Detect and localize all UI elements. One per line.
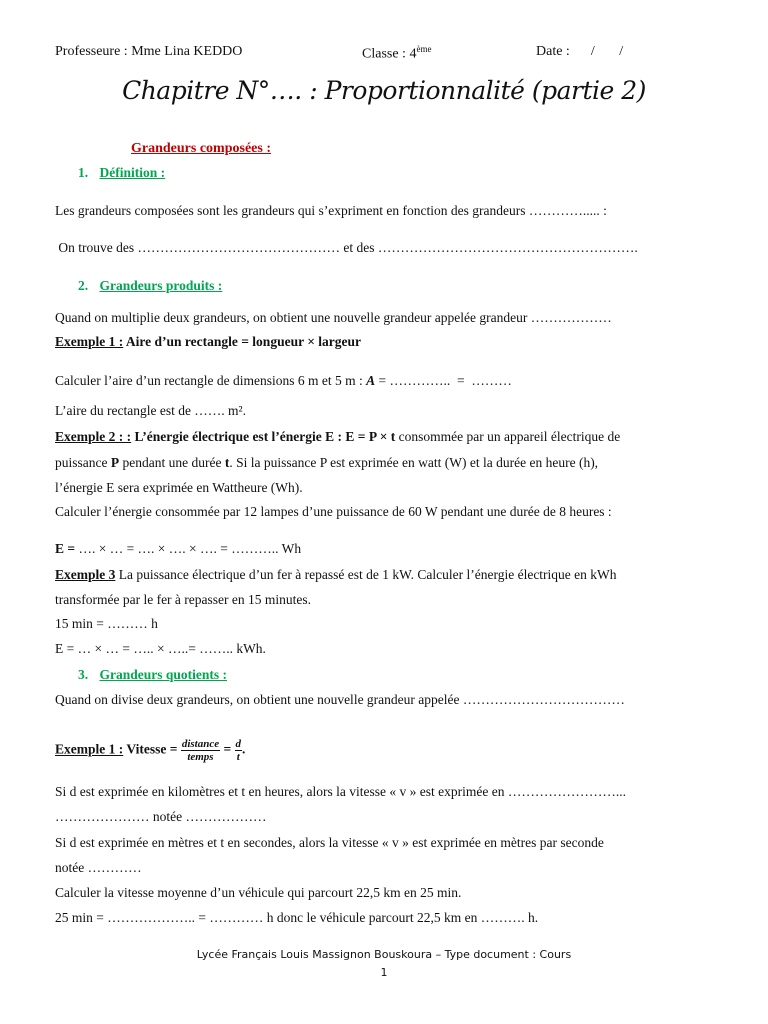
teacher-name: Professeure : Mme Lina KEDDO [55,44,243,59]
example-2-line-4: Calculer l’énergie consommée par 12 lampes d’une puissance de 60 W pendant une durée de 8 heures : [55,504,612,519]
example-label: Exemple 2 : : [55,429,132,444]
example-text: Vitesse = [123,741,181,757]
heading-text: Définition : [99,165,166,180]
example-text: La puissance électrique d’un fer à repassé est de 1 kW. Calculer l’énergie électrique en kWh [115,567,617,582]
heading-quotients [78,667,227,683]
line-part: puissance [55,455,111,470]
example-label: Exemple 1 : [55,741,124,757]
heading-definition [78,165,165,181]
example-3-line-3: 15 min = ……… h [55,616,158,631]
quotients-intro: Quand on divise deux grandeurs, on obtient une nouvelle grandeur appelée ……………………………… [55,692,625,707]
fraction-denominator: t [236,751,240,763]
quotients-line-7: 25 min = ……………….. = ………… h donc le véhicule parcourt 22,5 km en ………. h. [55,910,539,925]
example-label: Exemple 3 [55,567,116,582]
heading-number: 3. [78,667,89,682]
fraction-denominator: temps [187,751,214,763]
fraction-numerator: d [235,738,242,750]
products-intro: Quand on multiplie deux grandeurs, on obtient une nouvelle grandeur appelée grandeur ……………… [55,310,612,325]
page-number: 1 [380,966,388,979]
example-1-calc [55,373,512,389]
calc-text: Calculer l’aire d’un rectangle de dimensions 6 m et 5 m : [55,373,367,388]
fraction-distance-temps [181,738,220,763]
line-part: . Si la puissance P est exprimée en watt (W) et la durée en heure (h), [229,455,599,470]
example-text: Aire d’un rectangle = longueur × largeur [123,334,362,349]
example-1-products [55,334,361,350]
heading-text: Grandeurs quotients : [99,667,228,682]
example-1-quotients [55,738,245,763]
class-text: Classe : 4 [362,46,417,62]
example-3-line-4: E = … × … = ….. × …..= …….. kWh. [55,641,266,656]
quotients-line-4: Si d est exprimée en mètres et t en secondes, alors la vitesse « v » est exprimée en mètres par seconde [55,835,604,850]
calc-variable: A [366,373,376,388]
symbol-t: t [224,455,230,470]
example-3-line-2: transformée par le fer à repasser en 15 minutes. [55,592,312,607]
heading-number: 2. [78,278,89,293]
page-title: Chapitre N°…. : Proportionnalité (partie 2) [122,76,646,105]
heading-products [78,278,222,294]
equation-rest: …. × … = …. × …. × …. = ……….. Wh [75,541,302,556]
symbol-P: P [110,455,120,470]
date-field: Date : / / [536,44,624,59]
example-1-result: L’aire du rectangle est de ……. m². [55,403,246,418]
example-2-equation [55,541,301,557]
fraction-numerator: distance [181,738,220,750]
example-3-line-1 [55,567,617,583]
heading-number: 1. [78,165,89,180]
quotients-line-2: Si d est exprimée en kilomètres et t en heures, alors la vitesse « v » est exprimée en ……………………... [55,784,626,799]
equation-E: E = [55,541,76,556]
class-label [362,44,431,63]
equals: = [220,741,235,757]
example-bold: L’énergie électrique est l’énergie E : E = P × t [131,429,396,444]
calc-blanks: = ………….. = ……… [375,373,512,388]
period: . [242,741,246,757]
definition-line-2: On trouve des ……………………………………… et des …………………………………………………. [55,240,638,255]
definition-line-1: Les grandeurs composées sont les grandeurs qui s’expriment en fonction des grandeurs …………..... : [55,203,607,218]
example-2-line-2 [55,455,598,471]
section-title: Grandeurs composées : [131,141,271,156]
quotients-line-3: ………………… notée ……………… [55,809,267,824]
example-2-line-3: l’énergie E sera exprimée en Wattheure (Wh). [55,480,303,495]
footer-text: Lycée Français Louis Massignon Bouskoura – Type document : Cours [196,948,572,961]
example-rest: consommée par un appareil électrique de [395,429,621,444]
fraction-d-t [235,738,246,763]
example-2-line-1 [55,429,620,445]
quotients-line-6: Calculer la vitesse moyenne d’un véhicule qui parcourt 22,5 km en 25 min. [55,885,462,900]
example-label: Exemple 1 : [55,334,124,349]
line-part: pendant une durée [119,455,225,470]
class-superscript: ème [416,44,432,54]
quotients-line-5: notée ………… [55,860,142,875]
heading-text: Grandeurs produits : [99,278,223,293]
